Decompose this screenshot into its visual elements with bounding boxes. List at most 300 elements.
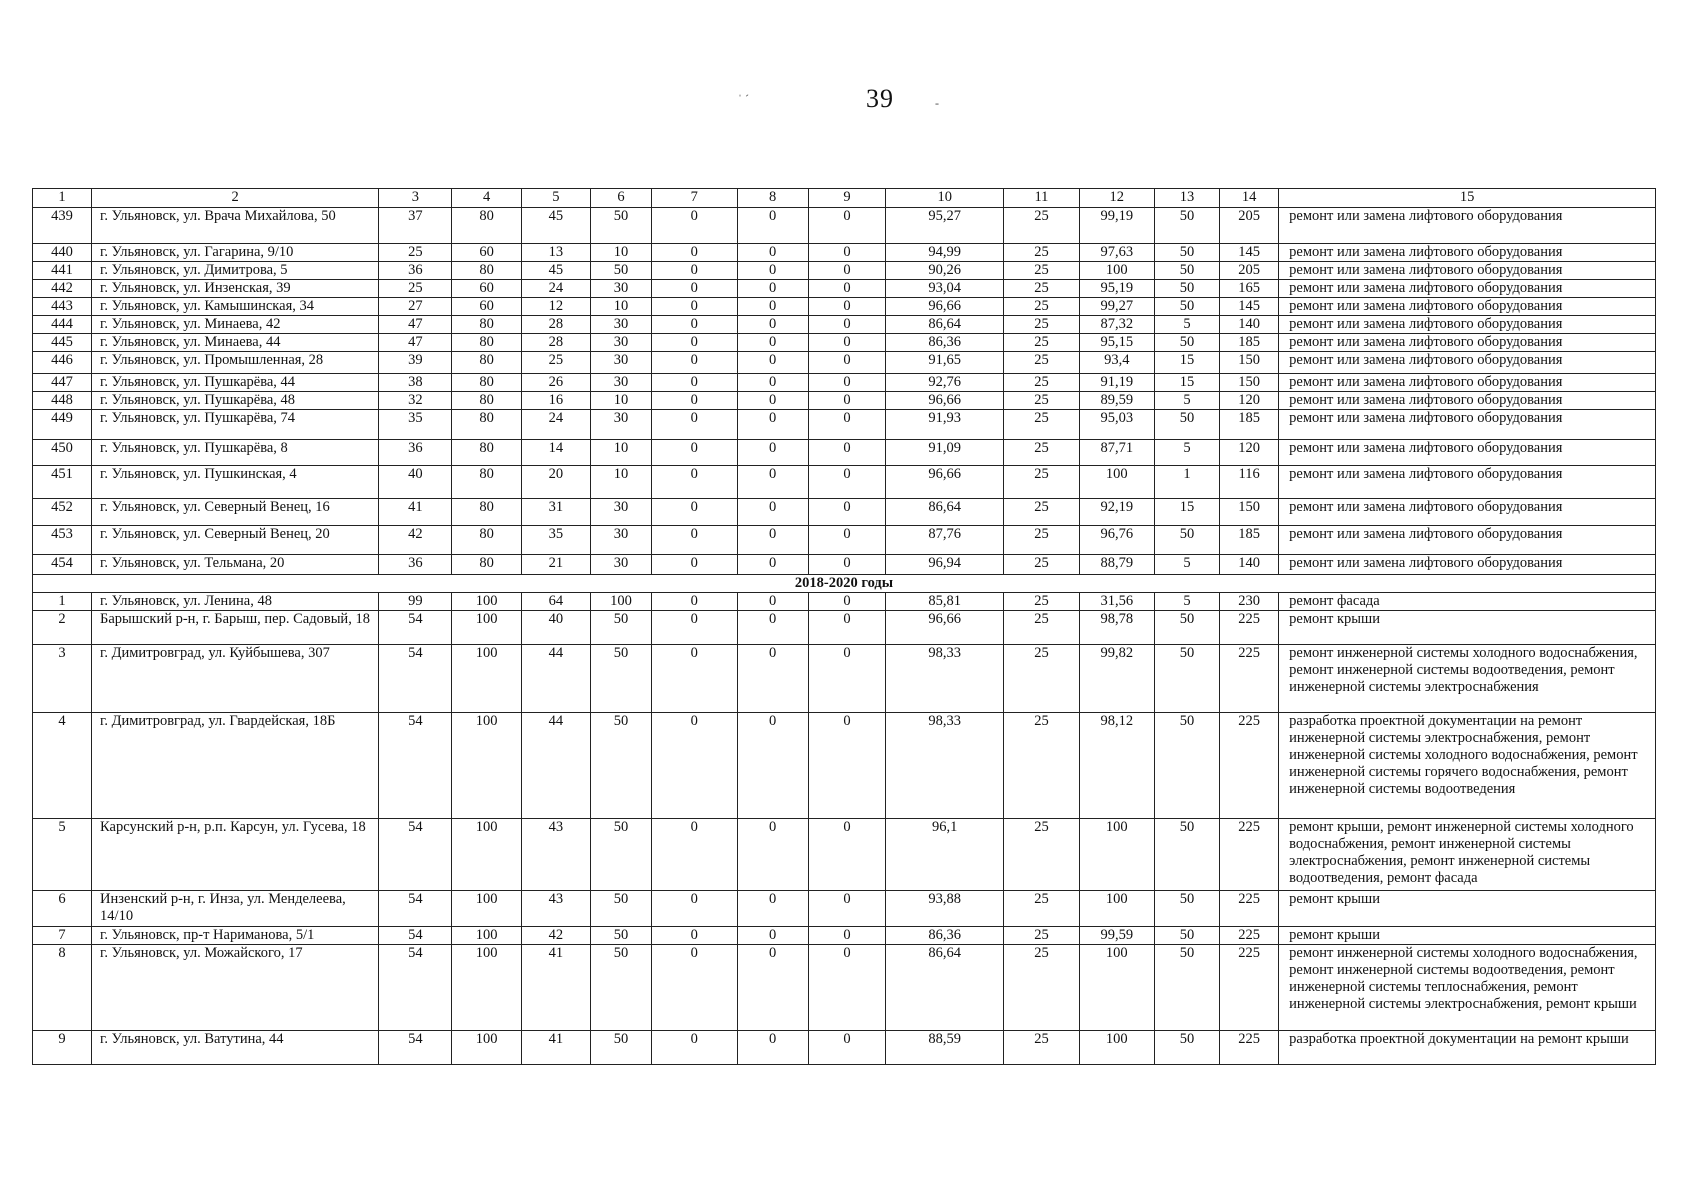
value-cell: 0 [737,280,808,298]
value-cell: 0 [652,244,738,262]
value-cell: 95,27 [886,208,1004,244]
value-cell: 100 [452,927,521,945]
value-cell: 87,71 [1079,440,1154,466]
value-cell: 31 [521,499,590,526]
value-cell: 98,33 [886,713,1004,819]
row-number: 454 [33,555,92,575]
work-description-cell: ремонт или замена лифтового оборудования [1279,466,1656,499]
value-cell: 80 [452,440,521,466]
value-cell: 21 [521,555,590,575]
value-cell: 185 [1220,410,1279,440]
work-description-cell: ремонт или замена лифтового оборудования [1279,244,1656,262]
value-cell: 0 [808,392,885,410]
column-header: 9 [808,189,885,208]
value-cell: 1 [1154,466,1219,499]
value-cell: 50 [590,1031,651,1065]
value-cell: 54 [379,819,452,891]
row-number: 440 [33,244,92,262]
column-header: 10 [886,189,1004,208]
value-cell: 47 [379,316,452,334]
value-cell: 95,19 [1079,280,1154,298]
address-cell: Карсунский р-н, р.п. Карсун, ул. Гусева, 18 [92,819,379,891]
value-cell: 50 [1154,713,1219,819]
value-cell: 0 [652,891,738,927]
value-cell: 50 [590,713,651,819]
scan-speck: ˈ ˊ [738,92,749,106]
value-cell: 50 [1154,334,1219,352]
value-cell: 50 [1154,819,1219,891]
value-cell: 0 [652,440,738,466]
value-cell: 91,19 [1079,374,1154,392]
table-row [33,466,1656,499]
value-cell: 86,36 [886,927,1004,945]
value-cell: 0 [808,713,885,819]
row-number: 448 [33,392,92,410]
address-cell: г. Ульяновск, ул. Пушкарёва, 8 [92,440,379,466]
table-row [33,208,1656,244]
value-cell: 39 [379,352,452,374]
value-cell: 0 [737,891,808,927]
value-cell: 54 [379,645,452,713]
value-cell: 96,66 [886,392,1004,410]
column-header: 11 [1004,189,1079,208]
value-cell: 60 [452,298,521,316]
value-cell: 93,04 [886,280,1004,298]
value-cell: 91,93 [886,410,1004,440]
value-cell: 205 [1220,208,1279,244]
value-cell: 0 [737,410,808,440]
value-cell: 54 [379,1031,452,1065]
value-cell: 25 [1004,1031,1079,1065]
value-cell: 41 [521,1031,590,1065]
value-cell: 5 [1154,555,1219,575]
value-cell: 50 [1154,526,1219,555]
value-cell: 80 [452,499,521,526]
value-cell: 0 [652,280,738,298]
value-cell: 91,09 [886,440,1004,466]
value-cell: 0 [652,466,738,499]
work-description-cell: ремонт инженерной системы холодного водоснабжения, ремонт инженерной системы водоотведения, ремонт инженерной системы электроснабжения [1279,645,1656,713]
value-cell: 42 [379,526,452,555]
value-cell: 0 [737,440,808,466]
address-cell: г. Димитровград, ул. Куйбышева, 307 [92,645,379,713]
work-description-cell: ремонт крыши [1279,611,1656,645]
table-row [33,1031,1656,1065]
value-cell: 25 [1004,374,1079,392]
value-cell: 36 [379,555,452,575]
value-cell: 50 [590,611,651,645]
value-cell: 5 [1154,316,1219,334]
value-cell: 28 [521,316,590,334]
value-cell: 26 [521,374,590,392]
value-cell: 0 [652,410,738,440]
value-cell: 225 [1220,611,1279,645]
value-cell: 38 [379,374,452,392]
table-row [33,713,1656,819]
value-cell: 100 [452,1031,521,1065]
value-cell: 50 [590,208,651,244]
value-cell: 40 [379,466,452,499]
row-number: 3 [33,645,92,713]
value-cell: 96,1 [886,819,1004,891]
value-cell: 14 [521,440,590,466]
value-cell: 0 [652,645,738,713]
value-cell: 86,64 [886,945,1004,1031]
value-cell: 80 [452,466,521,499]
value-cell: 140 [1220,316,1279,334]
row-number: 449 [33,410,92,440]
value-cell: 100 [452,713,521,819]
value-cell: 0 [652,352,738,374]
value-cell: 0 [808,593,885,611]
value-cell: 0 [737,374,808,392]
row-number: 443 [33,298,92,316]
value-cell: 50 [1154,611,1219,645]
work-description-cell: ремонт крыши [1279,891,1656,927]
value-cell: 0 [737,945,808,1031]
value-cell: 0 [808,410,885,440]
value-cell: 0 [808,499,885,526]
value-cell: 13 [521,244,590,262]
value-cell: 225 [1220,645,1279,713]
table-body [33,208,1656,1065]
row-number: 450 [33,440,92,466]
value-cell: 25 [379,280,452,298]
value-cell: 97,63 [1079,244,1154,262]
value-cell: 99,82 [1079,645,1154,713]
value-cell: 0 [737,927,808,945]
value-cell: 30 [590,280,651,298]
value-cell: 50 [1154,927,1219,945]
value-cell: 16 [521,392,590,410]
value-cell: 47 [379,334,452,352]
column-header: 3 [379,189,452,208]
value-cell: 0 [808,298,885,316]
value-cell: 0 [737,466,808,499]
table-row [33,611,1656,645]
value-cell: 64 [521,593,590,611]
value-cell: 96,66 [886,298,1004,316]
table-row [33,410,1656,440]
value-cell: 0 [737,352,808,374]
address-cell: г. Ульяновск, ул. Тельмана, 20 [92,555,379,575]
address-cell: г. Ульяновск, ул. Промышленная, 28 [92,352,379,374]
value-cell: 87,32 [1079,316,1154,334]
value-cell: 25 [1004,645,1079,713]
value-cell: 45 [521,208,590,244]
value-cell: 87,76 [886,526,1004,555]
address-cell: г. Ульяновск, ул. Камышинская, 34 [92,298,379,316]
value-cell: 0 [652,499,738,526]
table-row [33,316,1656,334]
value-cell: 10 [590,440,651,466]
value-cell: 25 [1004,334,1079,352]
value-cell: 37 [379,208,452,244]
value-cell: 25 [1004,593,1079,611]
table-row [33,440,1656,466]
value-cell: 80 [452,208,521,244]
address-cell: г. Ульяновск, ул. Северный Венец, 16 [92,499,379,526]
value-cell: 0 [808,526,885,555]
work-description-cell: ремонт или замена лифтового оборудования [1279,526,1656,555]
work-description-cell: ремонт крыши [1279,927,1656,945]
column-header: 13 [1154,189,1219,208]
value-cell: 25 [379,244,452,262]
table-container [32,188,1656,1065]
value-cell: 25 [1004,555,1079,575]
address-cell: г. Ульяновск, ул. Ватутина, 44 [92,1031,379,1065]
value-cell: 50 [1154,298,1219,316]
address-cell: г. Ульяновск, ул. Гагарина, 9/10 [92,244,379,262]
work-description-cell: ремонт или замена лифтового оборудования [1279,555,1656,575]
address-cell: г. Ульяновск, ул. Димитрова, 5 [92,262,379,280]
value-cell: 0 [737,208,808,244]
value-cell: 50 [1154,645,1219,713]
value-cell: 230 [1220,593,1279,611]
value-cell: 99,59 [1079,927,1154,945]
value-cell: 50 [1154,1031,1219,1065]
value-cell: 0 [652,298,738,316]
value-cell: 150 [1220,374,1279,392]
value-cell: 0 [737,499,808,526]
value-cell: 96,76 [1079,526,1154,555]
value-cell: 0 [808,352,885,374]
value-cell: 50 [1154,244,1219,262]
value-cell: 90,26 [886,262,1004,280]
value-cell: 91,65 [886,352,1004,374]
value-cell: 0 [652,262,738,280]
value-cell: 225 [1220,891,1279,927]
value-cell: 31,56 [1079,593,1154,611]
value-cell: 100 [452,891,521,927]
value-cell: 100 [1079,466,1154,499]
address-cell: Инзенский р-н, г. Инза, ул. Менделеева, 14/10 [92,891,379,927]
value-cell: 165 [1220,280,1279,298]
value-cell: 0 [737,645,808,713]
value-cell: 54 [379,891,452,927]
work-description-cell: ремонт инженерной системы холодного водоснабжения, ремонт инженерной системы водоотведения, ремонт инженерной системы теплоснабжения, ремонт инженерной системы электроснабжения, ремонт крыши [1279,945,1656,1031]
value-cell: 225 [1220,1031,1279,1065]
value-cell: 0 [808,555,885,575]
work-description-cell: ремонт или замена лифтового оборудования [1279,334,1656,352]
value-cell: 40 [521,611,590,645]
value-cell: 96,66 [886,466,1004,499]
value-cell: 25 [1004,927,1079,945]
value-cell: 28 [521,334,590,352]
table-header-row [33,189,1656,208]
work-description-cell: ремонт или замена лифтового оборудования [1279,352,1656,374]
value-cell: 25 [1004,466,1079,499]
value-cell: 0 [808,208,885,244]
table-row [33,499,1656,526]
value-cell: 41 [521,945,590,1031]
value-cell: 25 [1004,244,1079,262]
value-cell: 25 [1004,891,1079,927]
table-row [33,280,1656,298]
value-cell: 0 [737,262,808,280]
table-row [33,374,1656,392]
value-cell: 0 [808,334,885,352]
address-cell: г. Ульяновск, ул. Инзенская, 39 [92,280,379,298]
value-cell: 43 [521,819,590,891]
value-cell: 99,19 [1079,208,1154,244]
value-cell: 100 [452,611,521,645]
value-cell: 0 [737,298,808,316]
column-header: 14 [1220,189,1279,208]
value-cell: 25 [1004,410,1079,440]
value-cell: 25 [1004,298,1079,316]
address-cell: г. Ульяновск, пр-т Нариманова, 5/1 [92,927,379,945]
work-description-cell: ремонт крыши, ремонт инженерной системы холодного водоснабжения, ремонт инженерной системы электроснабжения, ремонт инженерной системы водоотведения, ремонт фасада [1279,819,1656,891]
work-description-cell: ремонт или замена лифтового оборудования [1279,208,1656,244]
column-header: 8 [737,189,808,208]
value-cell: 0 [652,208,738,244]
value-cell: 60 [452,280,521,298]
table-row [33,262,1656,280]
work-description-cell: ремонт или замена лифтового оборудования [1279,280,1656,298]
value-cell: 99 [379,593,452,611]
value-cell: 86,64 [886,499,1004,526]
work-description-cell: разработка проектной документации на ремонт крыши [1279,1031,1656,1065]
value-cell: 80 [452,526,521,555]
address-cell: г. Ульяновск, ул. Пушкарёва, 44 [92,374,379,392]
column-header: 5 [521,189,590,208]
address-cell: г. Ульяновск, ул. Пушкарёва, 48 [92,392,379,410]
value-cell: 30 [590,526,651,555]
row-number: 2 [33,611,92,645]
table-row [33,334,1656,352]
value-cell: 0 [808,1031,885,1065]
column-header: 12 [1079,189,1154,208]
row-number: 1 [33,593,92,611]
value-cell: 50 [590,819,651,891]
table-row [33,945,1656,1031]
row-number: 445 [33,334,92,352]
value-cell: 93,4 [1079,352,1154,374]
value-cell: 86,64 [886,316,1004,334]
value-cell: 50 [590,927,651,945]
value-cell: 25 [521,352,590,374]
value-cell: 27 [379,298,452,316]
value-cell: 116 [1220,466,1279,499]
value-cell: 100 [452,593,521,611]
value-cell: 0 [652,593,738,611]
value-cell: 30 [590,334,651,352]
value-cell: 25 [1004,713,1079,819]
value-cell: 42 [521,927,590,945]
row-number: 7 [33,927,92,945]
value-cell: 0 [737,244,808,262]
value-cell: 50 [590,262,651,280]
value-cell: 20 [521,466,590,499]
value-cell: 0 [808,819,885,891]
value-cell: 44 [521,645,590,713]
page-number: 39 [866,84,894,113]
value-cell: 30 [590,410,651,440]
value-cell: 100 [1079,262,1154,280]
address-cell: г. Ульяновск, ул. Минаева, 44 [92,334,379,352]
value-cell: 85,81 [886,593,1004,611]
value-cell: 0 [737,713,808,819]
table-row [33,593,1656,611]
work-description-cell: ремонт фасада [1279,593,1656,611]
section-title: 2018-2020 годы [33,575,1656,593]
value-cell: 98,12 [1079,713,1154,819]
value-cell: 35 [521,526,590,555]
value-cell: 225 [1220,945,1279,1031]
value-cell: 0 [737,819,808,891]
work-description-cell: ремонт или замена лифтового оборудования [1279,374,1656,392]
value-cell: 0 [737,316,808,334]
value-cell: 43 [521,891,590,927]
value-cell: 0 [652,819,738,891]
value-cell: 0 [737,611,808,645]
value-cell: 25 [1004,819,1079,891]
value-cell: 25 [1004,526,1079,555]
value-cell: 36 [379,262,452,280]
table-row [33,244,1656,262]
row-number: 453 [33,526,92,555]
table-row [33,526,1656,555]
value-cell: 25 [1004,611,1079,645]
value-cell: 25 [1004,499,1079,526]
address-cell: г. Ульяновск, ул. Пушкарёва, 74 [92,410,379,440]
work-description-cell: ремонт или замена лифтового оборудования [1279,392,1656,410]
value-cell: 25 [1004,280,1079,298]
value-cell: 96,94 [886,555,1004,575]
value-cell: 0 [652,555,738,575]
value-cell: 0 [808,440,885,466]
value-cell: 0 [737,392,808,410]
value-cell: 100 [1079,1031,1154,1065]
value-cell: 80 [452,392,521,410]
work-description-cell: ремонт или замена лифтового оборудования [1279,262,1656,280]
value-cell: 25 [1004,392,1079,410]
value-cell: 185 [1220,526,1279,555]
address-cell: г. Ульяновск, ул. Пушкинская, 4 [92,466,379,499]
value-cell: 80 [452,374,521,392]
value-cell: 0 [808,645,885,713]
column-header: 7 [652,189,738,208]
column-header: 4 [452,189,521,208]
value-cell: 0 [808,945,885,1031]
value-cell: 0 [737,1031,808,1065]
row-number: 5 [33,819,92,891]
value-cell: 100 [452,819,521,891]
value-cell: 92,76 [886,374,1004,392]
value-cell: 92,19 [1079,499,1154,526]
work-description-cell: разработка проектной документации на ремонт инженерной системы электроснабжения, ремонт инженерной системы холодного водоснабжения, ремонт инженерной системы горячего водоснабжения, ремонт инженерной системы водоотведения [1279,713,1656,819]
value-cell: 205 [1220,262,1279,280]
value-cell: 0 [652,392,738,410]
work-description-cell: ремонт или замена лифтового оборудования [1279,298,1656,316]
value-cell: 94,99 [886,244,1004,262]
value-cell: 0 [808,262,885,280]
value-cell: 80 [452,555,521,575]
value-cell: 5 [1154,440,1219,466]
value-cell: 60 [452,244,521,262]
value-cell: 98,33 [886,645,1004,713]
table-row [33,645,1656,713]
value-cell: 225 [1220,927,1279,945]
value-cell: 36 [379,440,452,466]
value-cell: 45 [521,262,590,280]
value-cell: 50 [1154,891,1219,927]
value-cell: 30 [590,316,651,334]
value-cell: 10 [590,298,651,316]
value-cell: 88,59 [886,1031,1004,1065]
value-cell: 95,03 [1079,410,1154,440]
